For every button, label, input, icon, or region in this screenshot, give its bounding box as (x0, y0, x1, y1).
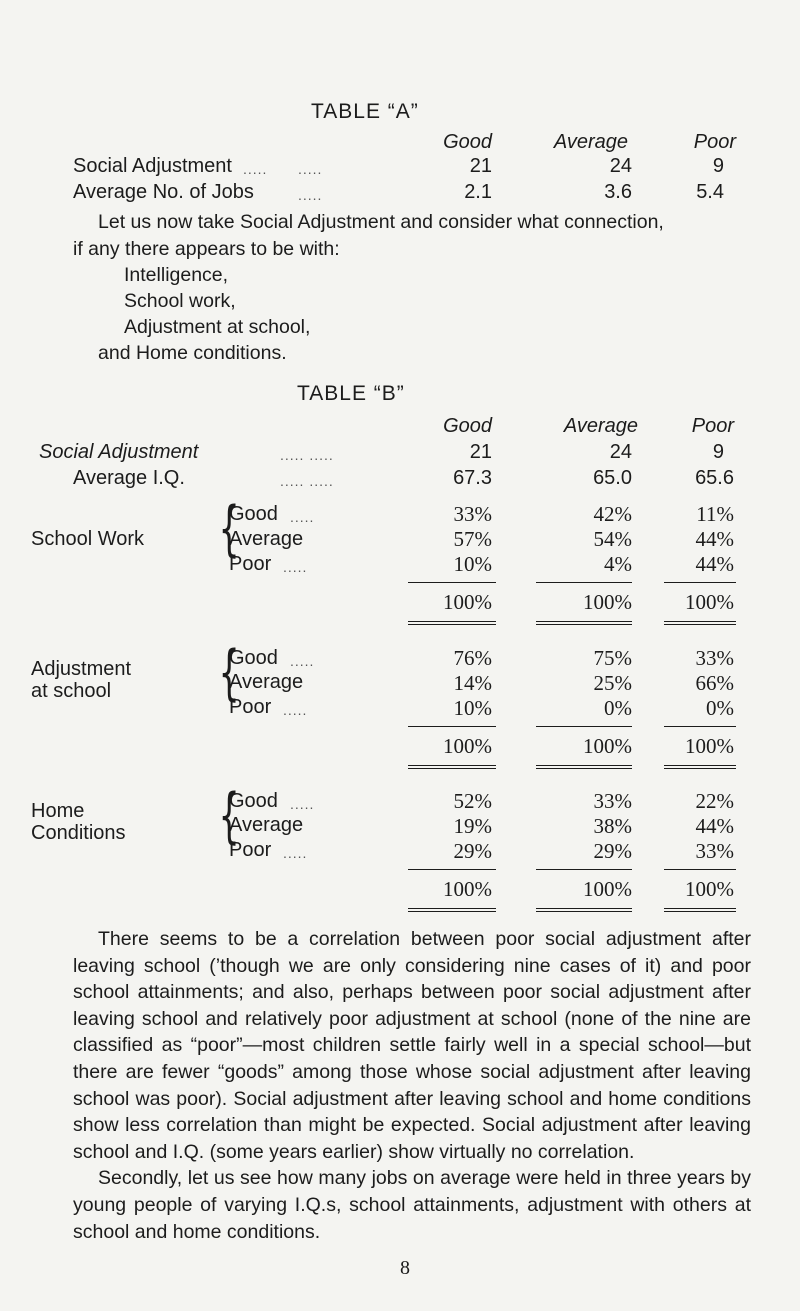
table-cell: 57% (453, 527, 492, 551)
sum-rule (536, 869, 632, 870)
sum-rule (664, 869, 736, 870)
intro-item: Intelligence, (124, 264, 229, 286)
table-cell: 33% (453, 502, 492, 526)
leader-dots: ..... ..... (280, 447, 334, 463)
table-cell: 52% (453, 789, 492, 813)
total-double-rule (408, 908, 496, 912)
total-double-rule (408, 621, 496, 625)
total-cell: 100% (685, 590, 734, 614)
table-a-row-label: Social Adjustment (73, 155, 232, 177)
table-cell: 21 (469, 441, 492, 463)
brace-icon: { (218, 638, 240, 708)
total-cell: 100% (443, 590, 492, 614)
row-label: Poor (229, 553, 272, 575)
table-cell: 24 (609, 155, 632, 177)
leader-dots: ..... (298, 187, 323, 203)
table-cell: 25% (593, 671, 632, 695)
total-double-rule (664, 765, 736, 769)
table-cell: 67.3 (453, 467, 492, 489)
table-a-row-label: Average No. of Jobs (73, 181, 254, 203)
table-cell: 44% (695, 527, 734, 551)
table-cell: 33% (695, 839, 734, 863)
table-cell: 76% (453, 646, 492, 670)
total-double-rule (664, 621, 736, 625)
leader-dots: ..... (283, 845, 308, 861)
table-cell: 44% (695, 814, 734, 838)
table-b-header-average: Average (563, 415, 638, 437)
group-label: Conditions (31, 822, 126, 844)
brace-icon: { (218, 781, 240, 851)
table-cell: 42% (593, 502, 632, 526)
table-cell: 29% (453, 839, 492, 863)
table-b-header-poor: Poor (691, 415, 734, 437)
intro-item: School work, (124, 290, 236, 312)
intro-line: if any there appears to be with: (73, 238, 340, 260)
sum-rule (408, 726, 496, 727)
total-cell: 100% (583, 590, 632, 614)
leader-dots: ..... (290, 509, 315, 525)
table-a-header-average: Average (553, 131, 628, 153)
row-label: Good (229, 503, 278, 525)
total-cell: 100% (685, 734, 734, 758)
intro-item: and Home conditions. (98, 342, 287, 364)
table-b-title: TABLE “B” (297, 382, 405, 405)
paragraph: Secondly, let us see how many jobs on average were held in three years by young people of varying I.Q.s, school attainments, adjustment with others at school and home conditions. (73, 1167, 751, 1243)
table-cell: 19% (453, 814, 492, 838)
table-cell: 38% (593, 814, 632, 838)
table-cell: 33% (695, 646, 734, 670)
leader-dots: ..... (290, 796, 315, 812)
paragraph: There seems to be a correlation between poor social adjustment after leaving school (’though we are only considering nine cases of it) and poor school attainments; and also, perhaps between poor social adjustment after leaving school and relatively poor adjustment at school (none of the nine are classified as “poor”—most children settle fairly well in a special school—but there are fewer “goods” among those whose social adjustment after leaving school was poor). Social adjustment after leaving school and home conditions show less correlation than might be expected. Social adjustment after leaving school and I.Q. (some years earlier) show virtually no correlation. (73, 928, 751, 1163)
total-cell: 100% (583, 877, 632, 901)
sum-rule (536, 726, 632, 727)
row-label: Good (229, 647, 278, 669)
sum-rule (408, 582, 496, 583)
average-iq-label: Average I.Q. (73, 467, 185, 489)
brace-icon: { (218, 494, 240, 564)
table-cell: 24 (609, 441, 632, 463)
table-b-header-good: Good (443, 415, 492, 437)
total-double-rule (536, 621, 632, 625)
total-cell: 100% (583, 734, 632, 758)
total-cell: 100% (443, 734, 492, 758)
table-a-header-poor: Poor (693, 131, 736, 153)
row-label: Average (229, 528, 304, 550)
row-label: Average (229, 671, 304, 693)
table-cell: 65.6 (695, 467, 734, 489)
page-number: 8 (400, 1257, 410, 1279)
table-cell: 22% (695, 789, 734, 813)
table-cell: 65.0 (593, 467, 632, 489)
intro-item: Adjustment at school, (124, 316, 311, 338)
table-cell: 10% (453, 552, 492, 576)
table-cell: 9 (712, 155, 724, 177)
table-cell: 9 (712, 441, 724, 463)
group-label: Adjustment (31, 658, 132, 680)
leader-dots: ..... (290, 653, 315, 669)
row-label: Poor (229, 839, 272, 861)
sum-rule (536, 582, 632, 583)
table-cell: 2.1 (464, 181, 492, 203)
table-cell: 0% (604, 696, 632, 720)
group-label: Home (31, 800, 85, 822)
body-text (73, 926, 751, 1245)
leader-dots: ..... (298, 161, 323, 177)
row-label: Poor (229, 696, 272, 718)
table-a-title: TABLE “A” (311, 100, 419, 123)
group-label: at school (31, 680, 112, 702)
table-cell: 5.4 (696, 181, 724, 203)
total-double-rule (536, 765, 632, 769)
row-label: Good (229, 790, 278, 812)
table-cell: 29% (593, 839, 632, 863)
leader-dots: ..... (283, 559, 308, 575)
table-cell: 4% (604, 552, 632, 576)
total-cell: 100% (443, 877, 492, 901)
table-cell: 11% (696, 502, 734, 526)
sum-rule (664, 582, 736, 583)
table-cell: 21 (469, 155, 492, 177)
leader-dots: ..... (243, 161, 268, 177)
group-label: School Work (31, 528, 145, 550)
intro-line: Let us now take Social Adjustment and consider what connection, (98, 211, 664, 233)
table-a-header-good: Good (443, 131, 492, 153)
table-cell: 3.6 (604, 181, 632, 203)
sum-rule (664, 726, 736, 727)
table-cell: 44% (695, 552, 734, 576)
total-double-rule (664, 908, 736, 912)
leader-dots: ..... (283, 702, 308, 718)
total-double-rule (536, 908, 632, 912)
table-cell: 0% (706, 696, 734, 720)
row-label: Average (229, 814, 304, 836)
table-cell: 14% (453, 671, 492, 695)
total-cell: 100% (685, 877, 734, 901)
table-cell: 10% (453, 696, 492, 720)
table-cell: 66% (695, 671, 734, 695)
table-cell: 33% (593, 789, 632, 813)
table-cell: 54% (593, 527, 632, 551)
social-adjustment-label: Social Adjustment (39, 441, 199, 463)
leader-dots: ..... ..... (280, 473, 334, 489)
total-double-rule (408, 765, 496, 769)
table-cell: 75% (593, 646, 632, 670)
sum-rule (408, 869, 496, 870)
